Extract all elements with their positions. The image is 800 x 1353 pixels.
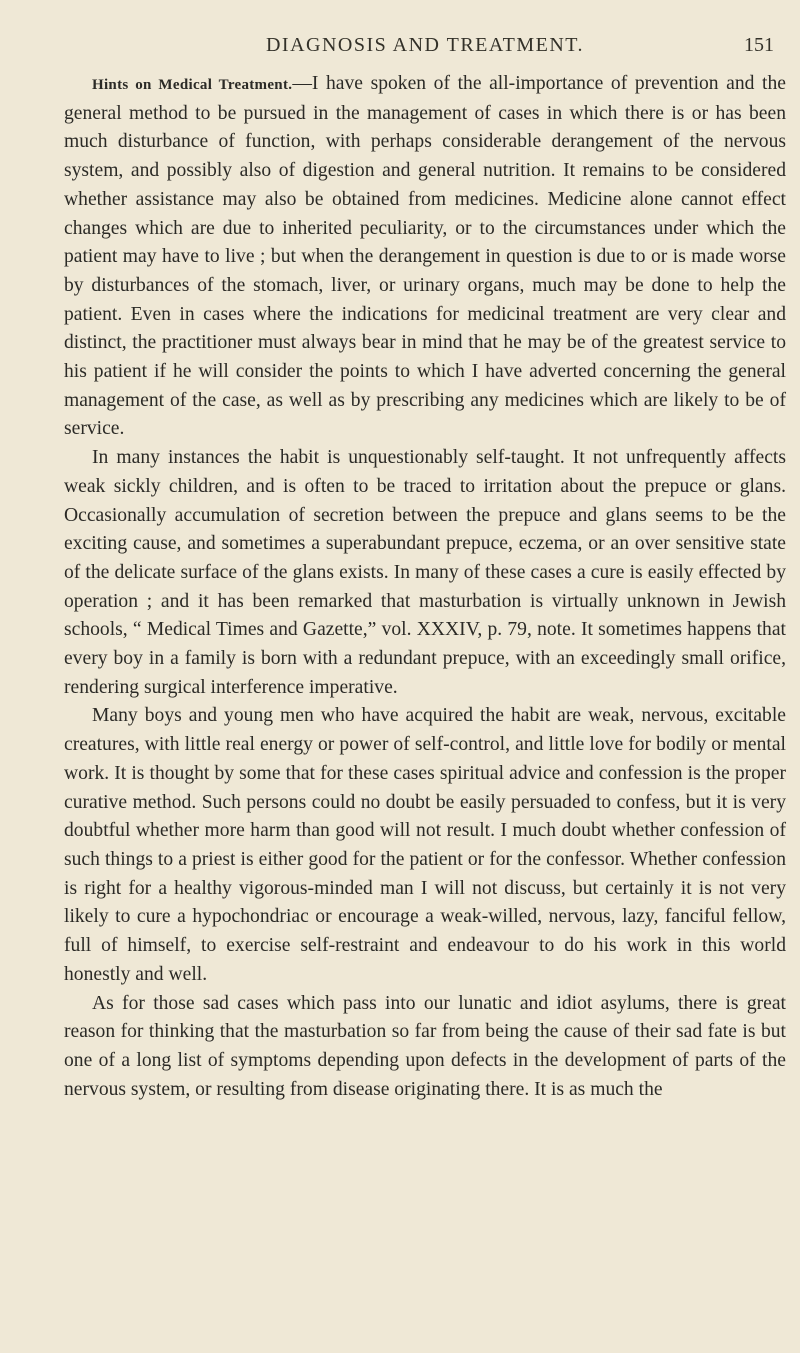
paragraph: In many instances the habit is unquestionably self-taught. It not unfrequently affects weak sickly children, and is often to be traced to irritation about the prepuce or glans. Occasionally accumulation of secretion between the prepuce and glans seems to be the exciting cause, and sometimes a superabundant prepuce, eczema, or an over sensitive state of the delicate surface of the glans exists. In many of these cases a cure is easily effected by operation ; and it has been remarked that masturbation is virtually unknown in Jewish schools, “ Medical Times and Gazette,” vol. XXXIV, p. 79, note. It sometimes happens that every boy in a family is born with a redundant prepuce, with an exceedingly small orifice, rendering surgical interference imperative. [64, 447, 786, 698]
paragraph: As for those sad cases which pass into our lunatic and idiot asylums, there is great reason for thinking that the masturbation so far from being the cause of their sad fate is but one of a long list of symptoms depending upon defects in the development of parts of the nervous system, or resulting from disease originating there. It is as much the [64, 992, 786, 1100]
paragraph: Many boys and young men who have acquired the habit are weak, nervous, excitable creatures, with little real energy or power of self-control, and little love for bodily or mental work. It is thought by some that for these cases spiritual advice and confession is the proper curative method. Such persons could no doubt be easily persuaded to confess, but it is very doubtful whether more harm than good will not result. I much doubt whether confession of such things to a priest is either good for the patient or for the confessor. Whether confession is right for a healthy vigorous-minded man I will not discuss, but certainly it is not very likely to cure a hypochondriac or encourage a weak-willed, nervous, lazy, fanciful fellow, full of himself, to exercise self-restraint and endeavour to do his work in this world honestly and well. [64, 705, 786, 985]
running-head [64, 34, 786, 64]
running-title: DIAGNOSIS AND TREATMENT. [265, 34, 585, 56]
page-number: 151 [744, 34, 774, 56]
section-paragraph [64, 70, 786, 444]
body-text [64, 70, 786, 1104]
section-intro-text: —I have spoken of the all-importance of prevention and the general method to be pursued in the management of cases in which there is or has been much disturbance of function, with perhaps considerable derangement of the nervous system, and possibly also of digestion and general nutrition. It remains to be considered whether assistance may also be obtained from medicines. Medicine alone cannot effect changes which are due to inherited peculiarity, or to the circumstances under which the patient may have to live ; but when the derangement in question is due to or is made worse by disturbances of the stomach, liver, or urinary organs, much may be done to help the patient. Even in cases where the indications for medicinal treatment are very clear and distinct, the practitioner must always bear in mind that he may be of the greatest service to his patient if he will consider the points to which I have adverted concerning the general management of the case, as well as by prescribing any medicines which are likely to be of service. [64, 73, 786, 440]
section-sidehead: Hints on Medical Treatment. [92, 77, 293, 93]
